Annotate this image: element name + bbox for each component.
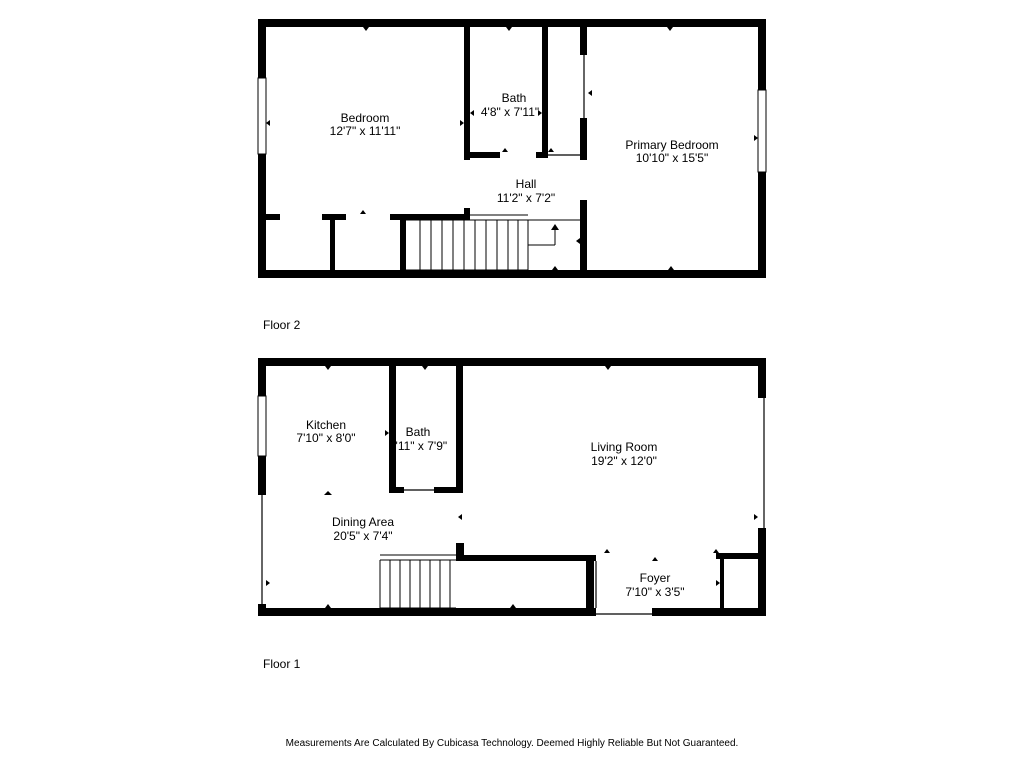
window	[758, 90, 766, 172]
room-size-hall: 11'2" x 7'2"	[496, 191, 556, 205]
floor-label-1: Floor 1	[263, 657, 301, 671]
room-name-kitchen: Kitchen	[305, 418, 347, 432]
room-size-foyer: 7'10" x 3'5"	[625, 585, 685, 599]
room-name-bedroom: Bedroom	[340, 111, 390, 125]
floor-2-plan	[258, 19, 766, 332]
room-size-living-room: 19'2" x 12'0"	[591, 454, 657, 468]
room-size-bath-upstairs: 4'8" x 7'11"	[480, 105, 540, 119]
room-name-bath-upstairs: Bath	[501, 91, 527, 105]
room-size-bedroom: 12'7" x 11'11"	[329, 124, 401, 138]
room-size-dining-area: 20'5" x 7'4"	[333, 529, 393, 543]
room-name-dining-area: Dining Area	[331, 515, 395, 529]
room-size-bath-downstairs: 3'11" x 7'9"	[388, 439, 448, 453]
room-name-foyer: Foyer	[639, 571, 671, 585]
room-name-living-room: Living Room	[590, 440, 658, 454]
window	[258, 396, 266, 456]
footer-disclaimer: Measurements Are Calculated By Cubicasa Technology. Deemed Highly Reliable But Not Guaranteed.	[285, 738, 739, 749]
room-name-primary-bedroom: Primary Bedroom	[625, 138, 719, 152]
room-name-hall: Hall	[515, 177, 537, 191]
floor-1-plan	[258, 358, 766, 671]
stairs	[406, 215, 580, 270]
stairs	[380, 555, 456, 608]
floor-label-2: Floor 2	[263, 318, 301, 332]
room-size-kitchen: 7'10" x 8'0"	[296, 431, 356, 445]
room-size-primary-bedroom: 10'10" x 15'5"	[635, 151, 709, 165]
window	[258, 78, 266, 154]
room-name-bath-downstairs: Bath	[405, 425, 431, 439]
